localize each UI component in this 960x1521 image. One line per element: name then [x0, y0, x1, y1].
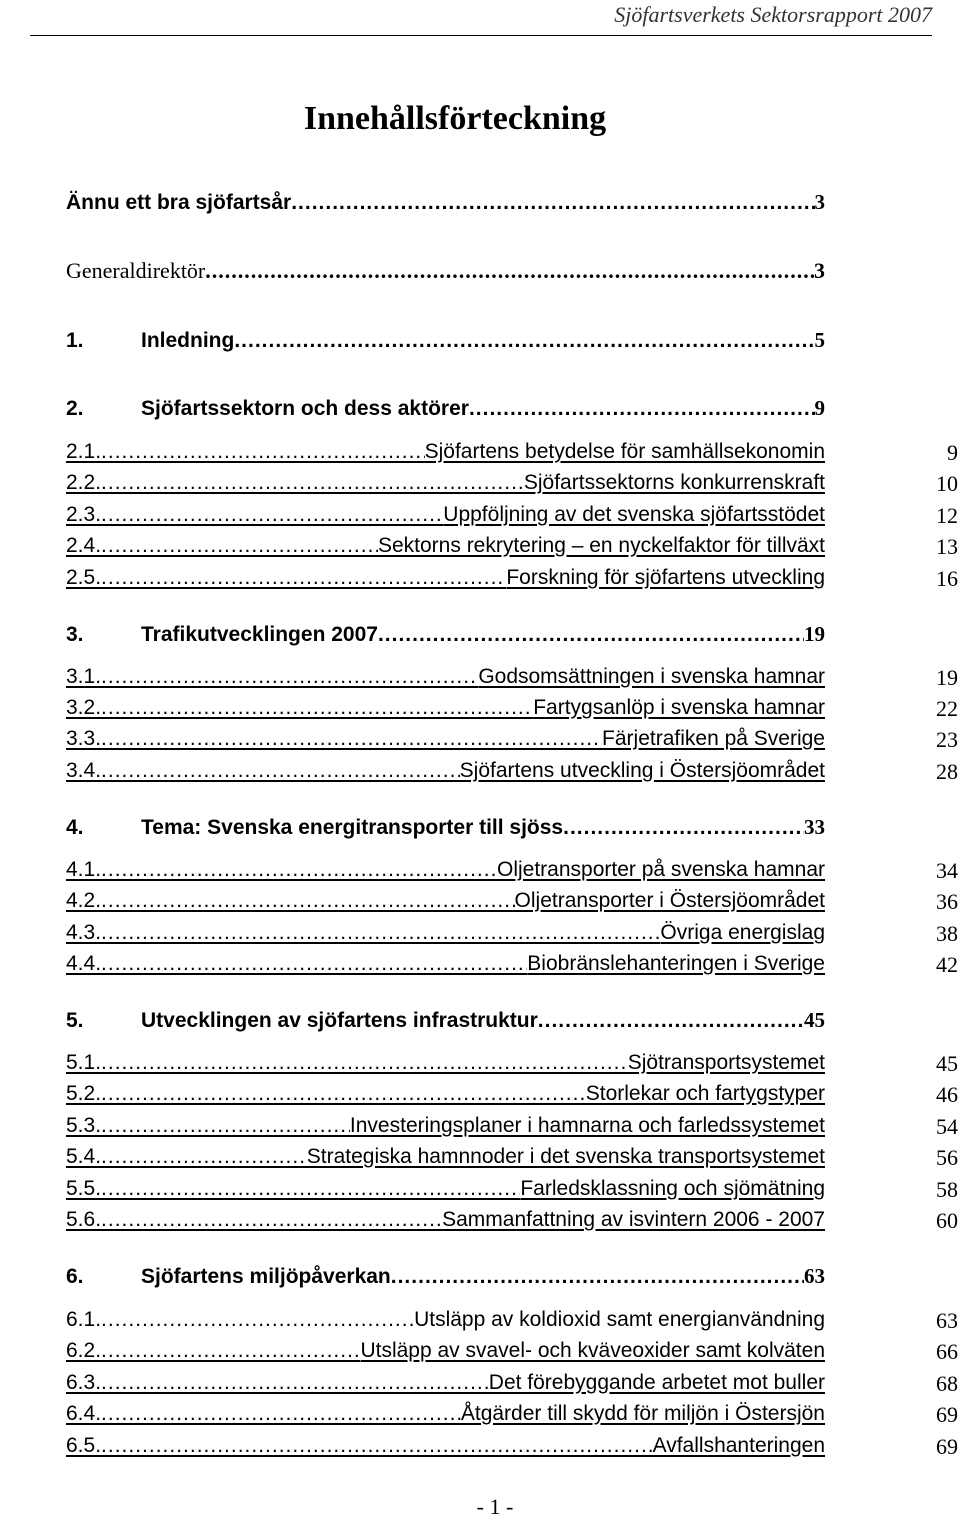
header-rule — [30, 35, 932, 36]
toc-leader-dots — [101, 440, 425, 464]
toc-chapter-5[interactable] — [66, 1008, 825, 1033]
toc-section-5-2[interactable] — [66, 1082, 825, 1106]
toc-section-page: 22 — [936, 696, 958, 721]
toc-leader-dots — [101, 1082, 586, 1106]
toc-leader-dots — [101, 566, 506, 590]
toc-section-3-4[interactable] — [66, 759, 825, 783]
toc-leader-dots — [205, 258, 814, 284]
running-header: Sjöfartsverkets Sektorsrapport 2007 — [614, 2, 932, 27]
toc-section-4-2[interactable] — [66, 889, 825, 913]
toc-leader-dots — [101, 921, 660, 945]
toc-entry-label: Fartygsanlöp i svenska hamnar — [533, 696, 825, 719]
toc-entry-label: Sjöfartens miljöpåverkan — [141, 1265, 391, 1288]
toc-section-page: 13 — [936, 534, 958, 559]
toc-leader-dots — [101, 952, 527, 976]
page-title: Innehållsförteckning — [303, 100, 607, 137]
toc-entry-label: Utvecklingen av sjöfartens infrastruktur — [141, 1009, 538, 1032]
toc-entry-number: 4.2. — [66, 889, 102, 912]
toc-section-6-2[interactable] — [66, 1339, 825, 1363]
toc-entry-label: Strategiska hamnnoder i det svenska transportsystemet — [306, 1145, 825, 1168]
toc-entry-label: Sammanfattning av isvintern 2006 - 2007 — [442, 1208, 825, 1231]
toc-section-6-1[interactable] — [66, 1308, 825, 1332]
toc-section-page: 60 — [936, 1208, 958, 1233]
toc-entry-label: Godsomsättningen i svenska hamnar — [478, 665, 825, 688]
toc-section-4-1[interactable] — [66, 858, 825, 882]
toc-entry-label: Avfallshanteringen — [652, 1434, 825, 1457]
toc-section-page: 10 — [936, 471, 958, 496]
toc-entry-number: 2. — [66, 397, 84, 420]
toc-entry-number: 2.4. — [66, 534, 102, 557]
toc-entry-number: 6. — [66, 1265, 84, 1288]
toc-leader-dots — [101, 1402, 461, 1426]
toc-section-5-6[interactable] — [66, 1208, 825, 1232]
toc-entry-number: 3. — [66, 623, 84, 646]
toc-section-page: 23 — [936, 727, 958, 752]
toc-leader-dots — [538, 1009, 804, 1033]
toc-section-5-5[interactable] — [66, 1177, 825, 1201]
toc-section-page: 54 — [936, 1114, 958, 1139]
toc-entry-page: 33 — [804, 815, 825, 839]
toc-leader-dots — [391, 1265, 804, 1289]
toc-entry-number: 2.2. — [66, 471, 102, 494]
toc-section-5-1[interactable] — [66, 1051, 825, 1075]
toc-entry-director[interactable] — [66, 258, 825, 284]
toc-entry-label: Uppföljning av det svenska sjöfartsstödet — [443, 503, 825, 526]
toc-leader-dots — [101, 1114, 350, 1138]
toc-entry-number: 5.5. — [66, 1177, 102, 1200]
toc-entry-number: 4.4. — [66, 952, 102, 975]
toc-entry-page: 5 — [814, 328, 825, 352]
toc-section-5-4[interactable] — [66, 1145, 825, 1169]
toc-section-page: 9 — [947, 440, 958, 465]
toc-entry-page: 3 — [814, 190, 825, 214]
toc-section-6-5[interactable] — [66, 1434, 825, 1458]
toc-entry-page: 3 — [814, 258, 825, 283]
toc-leader-dots — [101, 889, 515, 913]
toc-chapter-3[interactable] — [66, 622, 825, 647]
toc-entry-number: 5. — [66, 1009, 84, 1032]
toc-section-2-4[interactable] — [66, 534, 825, 558]
toc-section-page: 46 — [936, 1082, 958, 1107]
toc-section-page: 28 — [936, 759, 958, 784]
toc-entry-label: Tema: Svenska energitransporter till sjöss — [141, 816, 564, 839]
toc-chapter-6[interactable] — [66, 1264, 825, 1289]
toc-leader-dots — [101, 1434, 653, 1458]
toc-section-2-1[interactable] — [66, 440, 825, 464]
toc-section-page: 66 — [936, 1339, 958, 1364]
toc-entry-foreword[interactable] — [66, 190, 825, 215]
toc-leader-dots — [101, 1177, 520, 1201]
toc-section-4-3[interactable] — [66, 921, 825, 945]
toc-section-page: 36 — [936, 889, 958, 914]
toc-chapter-2[interactable] — [66, 396, 825, 421]
toc-entry-label: Sjöfartens utveckling i Östersjöområdet — [459, 759, 825, 782]
toc-leader-dots — [101, 665, 478, 689]
toc-section-6-4[interactable] — [66, 1402, 825, 1426]
toc-entry-number: 2.1. — [66, 440, 102, 463]
toc-section-page: 63 — [936, 1308, 958, 1333]
toc-section-page: 16 — [936, 566, 958, 591]
toc-section-page: 19 — [936, 665, 958, 690]
toc-entry-page: 9 — [814, 396, 825, 420]
toc-entry-number: 3.1. — [66, 665, 102, 688]
toc-leader-dots — [234, 329, 814, 353]
toc-section-4-4[interactable] — [66, 952, 825, 976]
toc-entry-number: 4.3. — [66, 921, 102, 944]
toc-entry-label: Investeringsplaner i hamnarna och farledssystemet — [349, 1114, 825, 1137]
toc-entry-label: Sjöfartens betydelse för samhällsekonomin — [424, 440, 825, 463]
toc-entry-label: Sjöfartssektorn och dess aktörer — [141, 397, 469, 420]
toc-section-page: 69 — [936, 1434, 958, 1459]
toc-leader-dots — [101, 1308, 414, 1332]
toc-entry-number: 4. — [66, 816, 84, 839]
toc-leader-dots — [101, 1371, 489, 1395]
toc-entry-number: 3.2. — [66, 696, 102, 719]
toc-entry-number: 6.2. — [66, 1339, 102, 1362]
toc-entry-number: 3.4. — [66, 759, 102, 782]
page-number: - 1 - — [476, 1494, 514, 1519]
toc-section-page: 42 — [936, 952, 958, 977]
toc-leader-dots — [101, 696, 533, 720]
toc-entry-number: 5.1. — [66, 1051, 102, 1074]
toc-section-2-2[interactable] — [66, 471, 825, 495]
toc-section-3-2[interactable] — [66, 696, 825, 720]
toc-section-page: 58 — [936, 1177, 958, 1202]
toc-entry-label: Storlekar och fartygstyper — [585, 1082, 825, 1105]
toc-entry-page: 45 — [804, 1008, 825, 1032]
toc-entry-label: Sektorns rekrytering – en nyckelfaktor för tillväxt — [377, 534, 825, 557]
toc-leader-dots — [101, 1208, 442, 1232]
toc-entry-number: 6.1. — [66, 1308, 102, 1331]
toc-entry-page: 63 — [804, 1264, 825, 1288]
toc-entry-number: 6.3. — [66, 1371, 102, 1394]
toc-entry-number: 3.3. — [66, 727, 102, 750]
toc-entry-label: Åtgärder till skydd för miljön i Östersjön — [460, 1402, 825, 1425]
toc-leader-dots — [378, 623, 804, 647]
toc-entry-number: 6.4. — [66, 1402, 102, 1425]
toc-entry-label: Oljetransporter i Östersjöområdet — [514, 889, 825, 912]
toc-leader-dots — [101, 759, 460, 783]
toc-leader-dots — [101, 858, 497, 882]
toc-leader-dots — [101, 727, 602, 751]
toc-entry-number: 5.6. — [66, 1208, 102, 1231]
toc-entry-number: 6.5. — [66, 1434, 102, 1457]
toc-entry-label: Farledsklassning och sjömätning — [520, 1177, 825, 1200]
toc-chapter-1[interactable] — [66, 328, 825, 353]
toc-entry-number: 4.1. — [66, 858, 102, 881]
toc-section-5-3[interactable] — [66, 1114, 825, 1138]
toc-entry-number: 1. — [66, 329, 84, 352]
toc-entry-label: Generaldirektör — [66, 258, 206, 283]
toc-section-page: 38 — [936, 921, 958, 946]
toc-section-page: 45 — [936, 1051, 958, 1076]
toc-section-page: 12 — [936, 503, 958, 528]
toc-entry-number: 2.3. — [66, 503, 102, 526]
toc-leader-dots — [101, 1339, 360, 1363]
toc-section-6-3[interactable] — [66, 1371, 825, 1395]
toc-section-3-1[interactable] — [66, 665, 825, 689]
toc-entry-number: 5.4. — [66, 1145, 102, 1168]
toc-entry-number: 5.2. — [66, 1082, 102, 1105]
toc-entry-number: 2.5. — [66, 566, 102, 589]
toc-leader-dots — [101, 503, 443, 527]
toc-entry-label: Det förebyggande arbetet mot buller — [488, 1371, 825, 1394]
toc-entry-label: Utsläpp av svavel- och kväveoxider samt kolväten — [360, 1339, 825, 1362]
toc-entry-label: Ännu ett bra sjöfartsår — [66, 191, 292, 214]
toc-section-2-5[interactable] — [66, 566, 825, 590]
toc-entry-label: Inledning — [141, 329, 235, 352]
toc-chapter-4[interactable] — [66, 815, 825, 840]
toc-entry-label: Utsläpp av koldioxid samt energianvändning — [414, 1308, 825, 1331]
toc-leader-dots — [101, 534, 378, 558]
toc-entry-label: Trafikutvecklingen 2007 — [141, 623, 378, 646]
toc-entry-label: Sjöfartssektorns konkurrenskraft — [523, 471, 825, 494]
toc-section-page: 34 — [936, 858, 958, 883]
toc-section-3-3[interactable] — [66, 727, 825, 751]
toc-entry-label: Forskning för sjöfartens utveckling — [506, 566, 825, 589]
toc-entry-label: Övriga energislag — [660, 921, 825, 944]
toc-entry-page: 19 — [804, 622, 825, 646]
toc-section-2-3[interactable] — [66, 503, 825, 527]
toc-leader-dots — [101, 471, 524, 495]
toc-entry-label: Oljetransporter på svenska hamnar — [497, 858, 825, 881]
toc-leader-dots — [469, 397, 815, 421]
toc-entry-number: 5.3. — [66, 1114, 102, 1137]
toc-section-page: 69 — [936, 1402, 958, 1427]
toc-entry-label: Färjetrafiken på Sverige — [602, 727, 825, 750]
toc-entry-label: Biobränslehanteringen i Sverige — [527, 952, 825, 975]
toc-entry-label: Sjötransportsystemet — [627, 1051, 825, 1074]
toc-section-page: 56 — [936, 1145, 958, 1170]
toc-leader-dots — [101, 1145, 307, 1169]
toc-section-page: 68 — [936, 1371, 958, 1396]
toc-leader-dots — [101, 1051, 628, 1075]
toc-leader-dots — [291, 191, 814, 215]
toc-leader-dots — [563, 816, 804, 840]
